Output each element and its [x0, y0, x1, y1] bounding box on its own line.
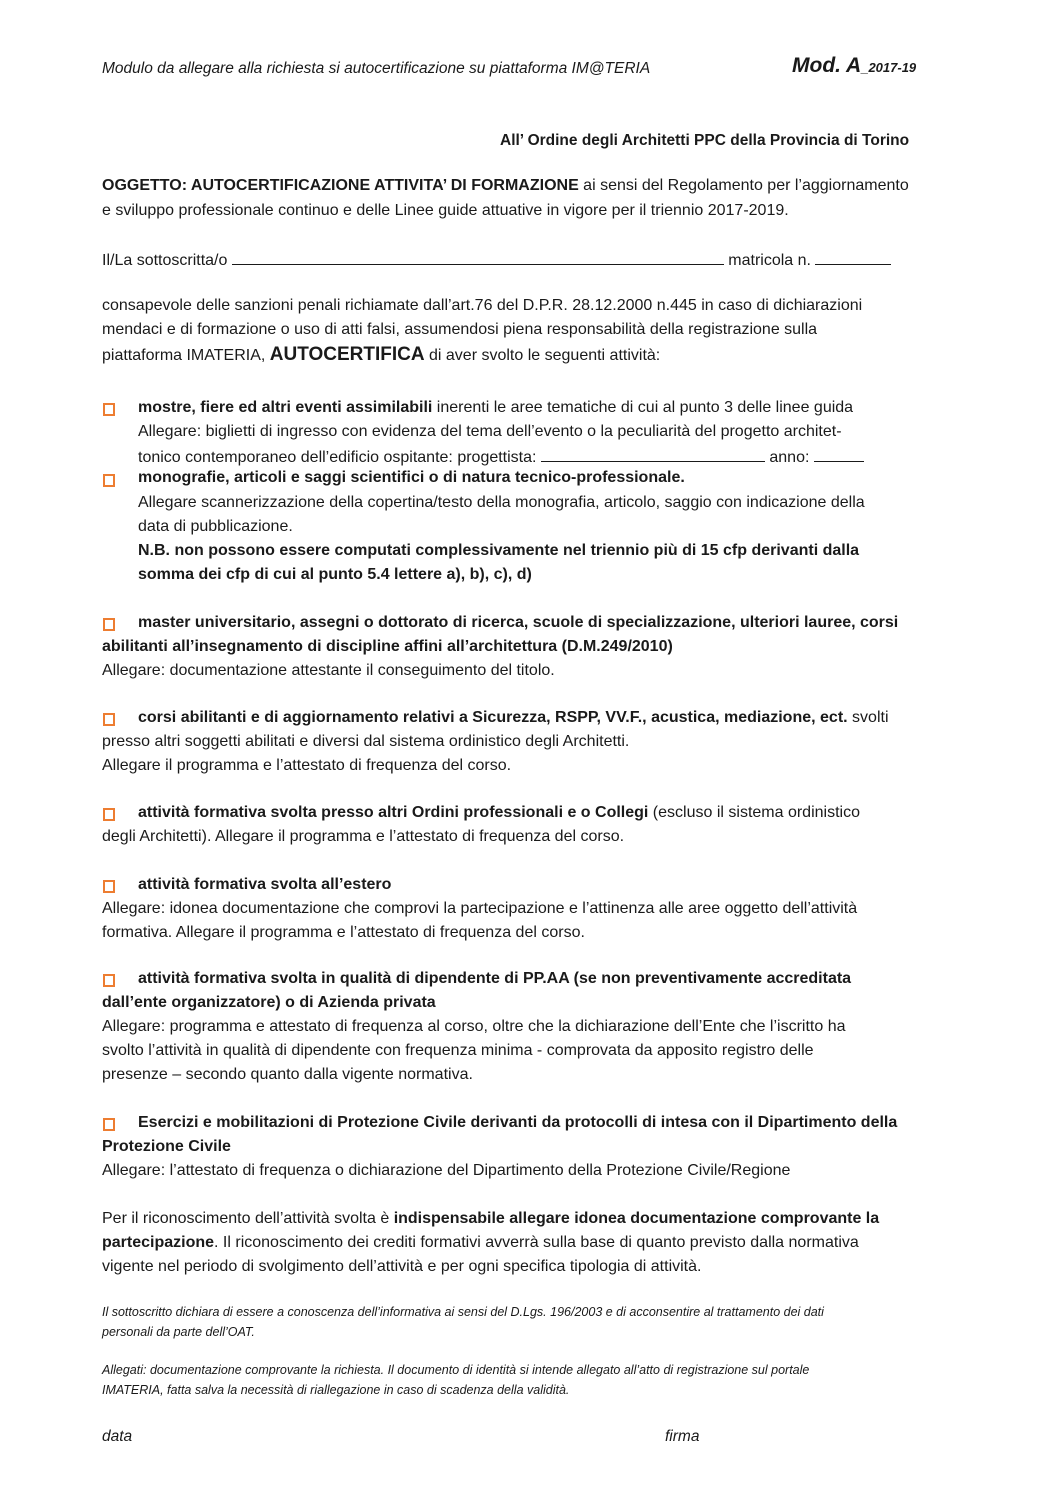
item-altri-ordini-bold: attività formativa svolta presso altri Ordini professionali e o Collegi: [138, 804, 649, 821]
item-master-title: master universitario, assegni o dottorato di ricerca, scuole di specializzazione, ulteriori lauree, corsi: [138, 614, 899, 631]
recognition-pre: Per il riconoscimento dell’attività svolta è: [102, 1210, 394, 1227]
progettista-label: tonico contemporaneo dell’edificio ospitante: progettista:: [138, 449, 537, 466]
declaration-line-3: [102, 344, 660, 366]
recognition-rest: . Il riconoscimento dei crediti formativi avverrà sulla base di quanto previsto dalla normativa: [214, 1234, 859, 1251]
progettista-field[interactable]: [541, 447, 765, 462]
declaration-line-2: mendaci e di formazione o uso di atti falsi, assumendosi piena responsabilità della registrazione sulla: [102, 321, 818, 338]
checkbox-dipendente[interactable]: [103, 974, 115, 987]
item-mostre-title: [138, 399, 853, 417]
item-protezione-line-2: Protezione Civile: [102, 1138, 231, 1155]
item-corsi-bold: corsi abilitanti e di aggiornamento relativi a Sicurezza, RSPP, VV.F., acustica, mediazione, ect.: [138, 709, 848, 726]
subject-line-2: e sviluppo professionale continuo e delle Linee guide attuative in vigore per il triennio 2017-2019.: [102, 202, 789, 219]
attachments-line-2: IMATERIA, fatta salva la necessità di riallegazione in caso di scadenza della validità.: [102, 1383, 570, 1397]
item-altri-ordini-title: [138, 804, 860, 822]
item-mostre-rest: inerenti le aree tematiche di cui al punto 3 delle linee guida: [432, 399, 854, 416]
matricola-label: matricola n.: [728, 252, 811, 269]
declaration-tail: di aver svolto le seguenti attività:: [424, 347, 661, 364]
attachments-line-1: Allegati: documentazione comprovante la richiesta. Il documento di identità si intende allegato all’atto di registrazione sul portale: [102, 1363, 810, 1377]
item-dipendente-line-5: presenze – secondo quanto dalla vigente normativa.: [102, 1066, 473, 1083]
item-master-line-2: abilitanti all’insegnamento di discipline affini all’architettura (D.M.249/2010): [102, 638, 673, 655]
item-estero-title: attività formativa svolta all’estero: [138, 876, 392, 893]
item-mostre-line-3: [138, 447, 864, 467]
model-code: Mod. A: [792, 54, 862, 77]
subject-line-1: [102, 177, 909, 195]
item-corsi-line-3: Allegare il programma e l’attestato di frequenza del corso.: [102, 757, 512, 774]
item-estero-line-3: formativa. Allegare il programma e l’attestato di frequenza del corso.: [102, 924, 585, 941]
checkbox-estero[interactable]: [103, 880, 115, 893]
item-corsi-line-2: presso altri soggetti abilitati e diversi dal sistema ordinistico degli Architetti.: [102, 733, 630, 750]
item-protezione-title: Esercizi e mobilitazioni di Protezione Civile derivanti da protocolli di intesa con il Dipartimento della: [138, 1114, 898, 1131]
name-field[interactable]: [232, 250, 724, 265]
item-monografie-title: monografie, articoli e saggi scientifici o di natura tecnico-professionale.: [138, 469, 685, 486]
item-mostre-bold: mostre, fiere ed altri eventi assimilabili: [138, 399, 433, 416]
autocertifica-word: AUTOCERTIFICA: [269, 344, 425, 365]
item-dipendente-line-2: dall’ente organizzatore) o di Azienda privata: [102, 994, 436, 1011]
form-model-code: [792, 54, 916, 78]
checkbox-altri-ordini[interactable]: [103, 808, 115, 821]
item-protezione-line-3: Allegare: l’attestato di frequenza o dichiarazione del Dipartimento della Protezione Civile/Regione: [102, 1162, 791, 1179]
signature-label: firma: [665, 1428, 700, 1445]
anno-label: anno:: [769, 449, 810, 466]
declaration-line-1: consapevole delle sanzioni penali richiamate dall’art.76 del D.P.R. 28.12.2000 n.445 in caso di dichiarazioni: [102, 297, 863, 314]
recognition-partecipazione: partecipazione: [102, 1234, 215, 1251]
item-monografie-nb-1: N.B. non possono essere computati complessivamente nel triennio più di 15 cfp derivanti dalla: [138, 542, 860, 559]
item-altri-ordini-line-2: degli Architetti). Allegare il programma e l’attestato di frequenza del corso.: [102, 828, 625, 845]
item-altri-ordini-rest: (escluso il sistema ordinistico: [648, 804, 860, 821]
privacy-line-2: personali da parte dell’OAT.: [102, 1325, 255, 1339]
matricola-field[interactable]: [815, 250, 891, 265]
item-mostre-line-2: Allegare: biglietti di ingresso con evidenza del tema dell’evento o la peculiarità del progetto architet-: [138, 423, 842, 440]
declarant-label: Il/La sottoscritta/o: [102, 252, 228, 269]
checkbox-mostre[interactable]: [103, 403, 115, 416]
checkbox-master[interactable]: [103, 618, 115, 631]
subject-title: OGGETTO: AUTOCERTIFICAZIONE ATTIVITA’ DI FORMAZIONE: [102, 177, 579, 194]
date-label: data: [102, 1428, 133, 1445]
recognition-line-2: [102, 1234, 859, 1252]
item-monografie-nb-2: somma dei cfp di cui al punto 5.4 lettere a), b), c), d): [138, 566, 532, 583]
item-estero-line-2: Allegare: idonea documentazione che comprovi la partecipazione e l’attinenza alle aree oggetto dell’attività: [102, 900, 858, 917]
anno-field[interactable]: [814, 447, 864, 462]
form-header-text: Modulo da allegare alla richiesta si autocertificazione su piattaforma IM@TERIA: [102, 60, 651, 77]
item-dipendente-line-4: svolto l’attività in qualità di dipendente con frequenza minima - comprovata da apposito registro delle: [102, 1042, 814, 1059]
item-dipendente-title: attività formativa svolta in qualità di dipendente di PP.AA (se non preventivamente accreditata: [138, 970, 852, 987]
checkbox-corsi-abilitanti[interactable]: [103, 713, 115, 726]
checkbox-monografie[interactable]: [103, 474, 115, 487]
item-corsi-rest: svolti: [847, 709, 889, 726]
model-code-suffix: _2017-19: [861, 60, 917, 75]
privacy-line-1: Il sottoscritto dichiara di essere a conoscenza dell’informativa ai sensi del D.Lgs. 196/2003 e di acconsentire al trattamento dei dati: [102, 1305, 824, 1319]
subject-rest: ai sensi del Regolamento per l’aggiornamento: [578, 177, 909, 194]
item-corsi-title: [138, 709, 889, 727]
item-master-line-3: Allegare: documentazione attestante il conseguimento del titolo.: [102, 662, 555, 679]
recognition-bold: indispensabile allegare idonea documentazione comprovante la: [393, 1210, 880, 1227]
recipient-address: All’ Ordine degli Architetti PPC della Provincia di Torino: [500, 132, 910, 149]
declarant-row: [102, 250, 891, 270]
checkbox-protezione-civile[interactable]: [103, 1118, 115, 1131]
recognition-line-1: [102, 1210, 879, 1228]
item-monografie-line-2: Allegare scannerizzazione della copertina/testo della monografia, articolo, saggio con indicazione della: [138, 494, 865, 511]
item-monografie-line-3: data di pubblicazione.: [138, 518, 293, 535]
recognition-line-3: vigente nel periodo di svolgimento dell’attività e per ogni specifica tipologia di attività.: [102, 1258, 702, 1275]
item-dipendente-line-3: Allegare: programma e attestato di frequenza al corso, oltre che la dichiarazione dell’Ente che l’iscritto ha: [102, 1018, 846, 1035]
declaration-platform: piattaforma IMATERIA,: [102, 347, 270, 364]
